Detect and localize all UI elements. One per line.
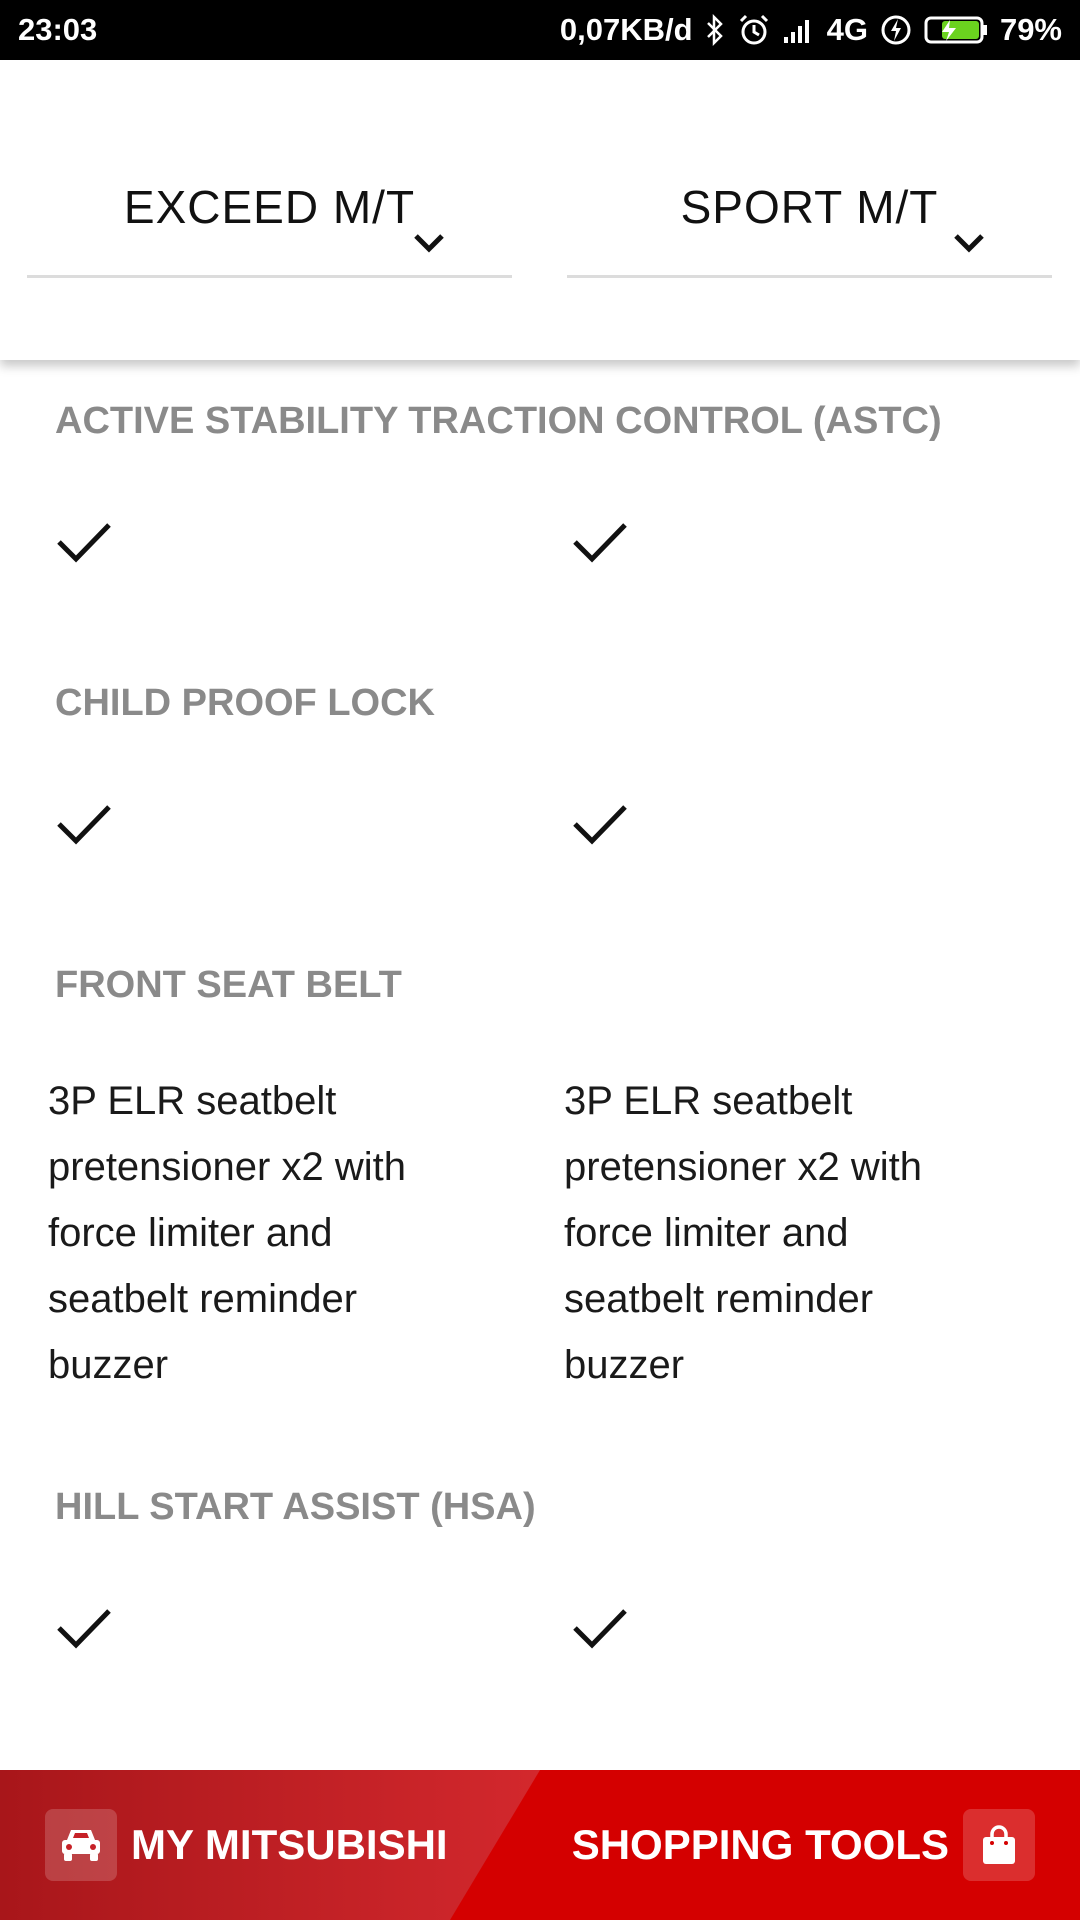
signal-icon <box>783 10 815 50</box>
variant-select-right[interactable] <box>567 180 1052 278</box>
check-icon <box>56 802 112 846</box>
spec-value-left: 3P ELR seatbelt pretensioner x2 with force limiter and seatbelt reminder buzzer <box>48 1079 406 1387</box>
bottom-nav-bar <box>0 1770 1080 1920</box>
battery-percent: 79% <box>999 12 1062 47</box>
shopping-tools-label: SHOPPING TOOLS <box>571 1821 949 1868</box>
spec-value-right: 3P ELR seatbelt pretensioner x2 with force limiter and seatbelt reminder buzzer <box>564 1079 922 1387</box>
my-mitsubishi-label: MY MITSUBISHI <box>131 1821 448 1868</box>
variant-selector-header <box>0 60 1080 360</box>
chevron-down-icon <box>412 232 446 254</box>
check-icon <box>56 1606 112 1650</box>
chevron-down-icon <box>952 232 986 254</box>
network-type: 4G <box>826 12 868 47</box>
alarm-icon <box>737 10 771 50</box>
section-title-hill-start-assist: HILL START ASSIST (HSA) <box>55 1486 536 1528</box>
section-title-astc: ACTIVE STABILITY TRACTION CONTROL (ASTC) <box>55 400 942 442</box>
car-icon <box>45 1809 117 1881</box>
bluetooth-icon <box>705 10 725 50</box>
variant-select-left[interactable] <box>27 180 512 278</box>
shopping-tools-button[interactable] <box>572 1770 1035 1920</box>
check-icon <box>572 802 628 846</box>
shopping-bag-icon <box>963 1809 1035 1881</box>
status-bar <box>0 0 1080 60</box>
spec-comparison-list <box>0 360 1080 1770</box>
battery-icon <box>924 10 988 50</box>
check-icon <box>572 520 628 564</box>
charging-icon <box>880 10 912 50</box>
variant-select-left-label: EXCEED M/T <box>123 181 416 233</box>
status-time: 23:03 <box>18 12 98 47</box>
section-title-front-seat-belt: FRONT SEAT BELT <box>55 964 402 1006</box>
network-speed: 0,07KB/d <box>559 12 693 47</box>
section-title-child-proof-lock: CHILD PROOF LOCK <box>55 682 435 724</box>
check-icon <box>572 1606 628 1650</box>
my-mitsubishi-button[interactable] <box>45 1770 448 1920</box>
check-icon <box>56 520 112 564</box>
variant-select-right-label: SPORT M/T <box>680 181 939 233</box>
